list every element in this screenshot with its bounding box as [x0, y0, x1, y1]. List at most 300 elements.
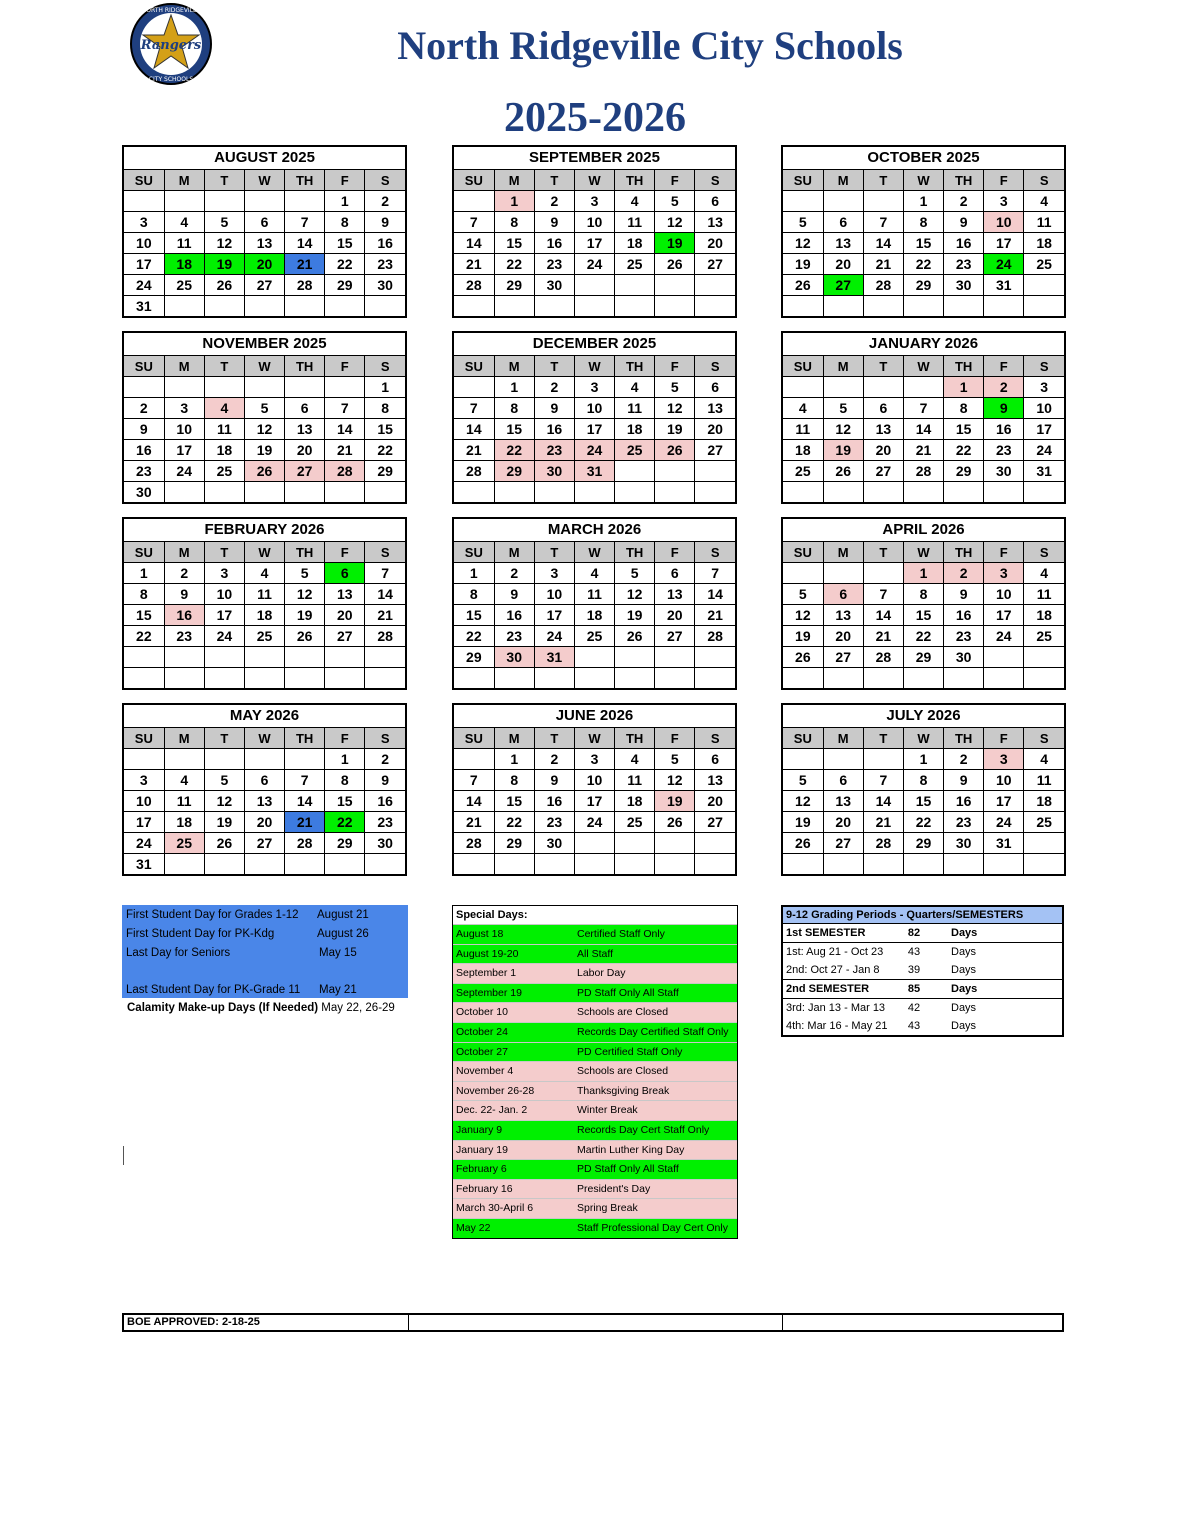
special-day-date: January 19: [456, 1143, 508, 1156]
weekday-header: TH: [615, 542, 655, 563]
day-cell: [204, 668, 244, 689]
special-day-date: November 26-28: [456, 1084, 535, 1097]
day-cell: 6: [244, 770, 284, 791]
grading-row: [783, 999, 1062, 1017]
day-cell: [164, 377, 204, 398]
weekday-header: F: [325, 170, 365, 191]
day-cell: 29: [325, 833, 365, 854]
day-cell: 13: [695, 398, 735, 419]
day-cell: [984, 647, 1024, 668]
grading-row: [783, 924, 1062, 943]
day-cell: 27: [823, 647, 863, 668]
weekday-header: TH: [615, 170, 655, 191]
day-cell: 8: [454, 584, 494, 605]
day-cell: 12: [204, 233, 244, 254]
weekday-header: W: [244, 170, 284, 191]
day-cell: 5: [615, 563, 655, 584]
day-cell: 1: [494, 377, 534, 398]
day-cell: 17: [984, 605, 1024, 626]
day-cell: [494, 854, 534, 875]
day-cell: 27: [863, 461, 903, 482]
special-day-row: [453, 1022, 737, 1042]
day-cell: 6: [695, 191, 735, 212]
month-name: JANUARY 2026: [783, 333, 1064, 356]
day-cell: 4: [783, 398, 823, 419]
day-cell: [944, 296, 984, 317]
day-cell: 29: [903, 275, 943, 296]
day-cell: [454, 668, 494, 689]
day-cell: 8: [124, 584, 164, 605]
grading-cell-c: Days: [951, 927, 978, 939]
day-cell: 21: [903, 440, 943, 461]
day-cell: 16: [365, 791, 405, 812]
day-cell: 14: [325, 419, 365, 440]
day-cell: 15: [903, 605, 943, 626]
special-day-date: September 19: [456, 986, 522, 999]
special-day-row: [453, 1081, 737, 1101]
day-cell: 2: [534, 377, 574, 398]
day-cell: 28: [285, 833, 325, 854]
weekday-header: SU: [783, 170, 823, 191]
day-cell: 16: [984, 419, 1024, 440]
day-cell: 7: [285, 212, 325, 233]
weekday-header: T: [204, 542, 244, 563]
day-cell: 19: [783, 812, 823, 833]
day-cell: 1: [124, 563, 164, 584]
weekday-header: W: [574, 356, 614, 377]
day-cell: 9: [494, 584, 534, 605]
day-cell: [695, 461, 735, 482]
day-cell: 9: [944, 212, 984, 233]
day-cell: 12: [783, 791, 823, 812]
day-cell: [244, 854, 284, 875]
special-day-desc: Schools are Closed: [577, 1065, 669, 1078]
weekday-header: F: [655, 356, 695, 377]
day-cell: 19: [285, 605, 325, 626]
day-cell: 14: [863, 605, 903, 626]
day-cell: 17: [124, 812, 164, 833]
weekday-header: S: [695, 542, 735, 563]
key-date-value: May 21: [319, 984, 357, 996]
day-cell: 10: [204, 584, 244, 605]
day-cell: 8: [944, 398, 984, 419]
month-name: FEBRUARY 2026: [124, 519, 405, 542]
key-date-value: August 21: [317, 909, 369, 921]
weekday-header: S: [695, 356, 735, 377]
weekday-header: SU: [124, 170, 164, 191]
day-cell: 29: [494, 275, 534, 296]
day-cell: 18: [783, 440, 823, 461]
special-day-desc: Staff Professional Day Cert Only: [577, 1221, 728, 1234]
day-cell: 21: [454, 440, 494, 461]
day-cell: [454, 377, 494, 398]
day-cell: 6: [695, 377, 735, 398]
day-cell: 21: [863, 626, 903, 647]
day-cell: [204, 377, 244, 398]
day-cell: [164, 749, 204, 770]
day-cell: 20: [695, 419, 735, 440]
day-cell: 25: [615, 812, 655, 833]
day-cell: 24: [574, 254, 614, 275]
special-day-row: [453, 1140, 737, 1160]
day-cell: 2: [944, 191, 984, 212]
day-cell: 14: [285, 233, 325, 254]
day-cell: 6: [823, 212, 863, 233]
day-cell: 20: [244, 254, 284, 275]
day-cell: 18: [244, 605, 284, 626]
month-calendar: [781, 145, 1066, 318]
day-cell: 1: [903, 563, 943, 584]
weekday-header: SU: [454, 356, 494, 377]
day-cell: 24: [124, 275, 164, 296]
day-cell: [454, 482, 494, 503]
day-cell: 4: [1024, 563, 1064, 584]
day-cell: [655, 275, 695, 296]
day-cell: 26: [823, 461, 863, 482]
day-cell: 25: [783, 461, 823, 482]
day-cell: 20: [695, 791, 735, 812]
day-cell: 23: [534, 812, 574, 833]
day-cell: [783, 191, 823, 212]
special-day-date: October 10: [456, 1006, 508, 1019]
day-cell: 26: [204, 275, 244, 296]
day-cell: 1: [365, 377, 405, 398]
day-cell: 8: [494, 398, 534, 419]
day-cell: [534, 668, 574, 689]
day-cell: 28: [454, 461, 494, 482]
day-cell: 7: [325, 398, 365, 419]
text-cursor: [123, 1146, 124, 1165]
day-cell: 4: [1024, 191, 1064, 212]
day-cell: [984, 482, 1024, 503]
day-cell: 24: [534, 626, 574, 647]
day-cell: 26: [655, 254, 695, 275]
special-day-desc: PD Certified Staff Only: [577, 1045, 683, 1058]
day-cell: 2: [124, 398, 164, 419]
day-cell: 13: [695, 212, 735, 233]
day-cell: 11: [574, 584, 614, 605]
day-cell: 3: [574, 749, 614, 770]
day-cell: 22: [494, 254, 534, 275]
special-day-row: [453, 944, 737, 964]
special-day-desc: PD Staff Only All Staff: [577, 1163, 679, 1176]
day-cell: 18: [1024, 791, 1064, 812]
day-cell: 4: [615, 191, 655, 212]
day-cell: 17: [124, 254, 164, 275]
key-date-value: May 15: [319, 947, 357, 959]
day-cell: 9: [365, 212, 405, 233]
weekday-header: M: [494, 356, 534, 377]
weekday-header: TH: [944, 356, 984, 377]
day-cell: 23: [534, 440, 574, 461]
day-cell: 11: [1024, 212, 1064, 233]
weekday-header: SU: [454, 728, 494, 749]
day-cell: 26: [285, 626, 325, 647]
day-cell: 25: [164, 275, 204, 296]
day-cell: [454, 191, 494, 212]
day-cell: 22: [494, 440, 534, 461]
weekday-header: S: [365, 542, 405, 563]
month-name: APRIL 2026: [783, 519, 1064, 542]
day-cell: 26: [244, 461, 284, 482]
day-cell: 15: [124, 605, 164, 626]
day-cell: 4: [615, 749, 655, 770]
day-cell: 20: [244, 812, 284, 833]
day-cell: [574, 647, 614, 668]
day-cell: 29: [454, 647, 494, 668]
day-cell: 13: [285, 419, 325, 440]
grading-cell-b: 82: [907, 927, 921, 939]
day-cell: [204, 647, 244, 668]
month-name: JULY 2026: [783, 705, 1064, 728]
day-cell: 13: [244, 791, 284, 812]
weekday-header: SU: [454, 170, 494, 191]
day-cell: 10: [124, 791, 164, 812]
day-cell: 23: [124, 461, 164, 482]
special-day-desc: Certified Staff Only: [577, 928, 665, 940]
day-cell: 3: [984, 563, 1024, 584]
weekday-header: T: [863, 170, 903, 191]
day-cell: 9: [164, 584, 204, 605]
day-cell: 24: [204, 626, 244, 647]
day-cell: [695, 668, 735, 689]
special-day-row: [453, 1218, 737, 1238]
special-day-date: February 6: [456, 1163, 507, 1176]
day-cell: 9: [944, 770, 984, 791]
weekday-header: SU: [124, 356, 164, 377]
day-cell: 22: [365, 440, 405, 461]
day-cell: [944, 854, 984, 875]
day-cell: 21: [863, 254, 903, 275]
day-cell: [655, 647, 695, 668]
day-cell: 19: [783, 626, 823, 647]
day-cell: 21: [863, 812, 903, 833]
day-cell: 30: [984, 461, 1024, 482]
special-day-desc: Martin Luther King Day: [577, 1143, 685, 1156]
day-cell: 27: [695, 440, 735, 461]
weekday-header: T: [534, 356, 574, 377]
day-cell: [454, 749, 494, 770]
day-cell: 30: [534, 275, 574, 296]
day-cell: [823, 749, 863, 770]
weekday-header: F: [984, 356, 1024, 377]
weekday-header: T: [204, 170, 244, 191]
weekday-header: M: [823, 542, 863, 563]
weekday-header: T: [534, 542, 574, 563]
day-cell: [124, 668, 164, 689]
month-calendar: [452, 703, 737, 876]
weekday-header: W: [574, 728, 614, 749]
month-calendar: [452, 145, 737, 318]
day-cell: 31: [124, 296, 164, 317]
day-cell: 13: [244, 233, 284, 254]
day-cell: 29: [944, 461, 984, 482]
day-cell: [944, 668, 984, 689]
day-cell: 25: [204, 461, 244, 482]
day-cell: 19: [244, 440, 284, 461]
day-cell: [695, 833, 735, 854]
day-cell: 27: [695, 254, 735, 275]
day-cell: 15: [365, 419, 405, 440]
day-cell: 22: [124, 626, 164, 647]
day-cell: 1: [903, 191, 943, 212]
day-cell: 20: [325, 605, 365, 626]
day-cell: 3: [1024, 377, 1064, 398]
grading-cell-c: Days: [951, 964, 977, 976]
day-cell: 23: [944, 812, 984, 833]
day-cell: 25: [615, 440, 655, 461]
day-cell: 5: [285, 563, 325, 584]
day-cell: 9: [124, 419, 164, 440]
day-cell: [1024, 668, 1064, 689]
day-cell: [574, 668, 614, 689]
day-cell: 18: [574, 605, 614, 626]
day-cell: 9: [534, 770, 574, 791]
day-cell: 5: [244, 398, 284, 419]
day-cell: [823, 296, 863, 317]
day-cell: 7: [863, 770, 903, 791]
day-cell: 28: [285, 275, 325, 296]
day-cell: [454, 296, 494, 317]
day-cell: [615, 296, 655, 317]
special-day-date: February 16: [456, 1182, 513, 1195]
day-cell: [863, 854, 903, 875]
special-day-date: October 24: [456, 1025, 508, 1038]
grading-row: [783, 979, 1062, 999]
day-cell: 14: [863, 233, 903, 254]
day-cell: 1: [494, 191, 534, 212]
special-day-desc: Labor Day: [577, 967, 626, 980]
day-cell: [534, 296, 574, 317]
day-cell: 3: [984, 749, 1024, 770]
grading-periods-table: [781, 905, 1064, 1037]
day-cell: 28: [454, 833, 494, 854]
day-cell: [365, 668, 405, 689]
day-cell: 7: [454, 212, 494, 233]
day-cell: 16: [944, 605, 984, 626]
day-cell: 30: [944, 833, 984, 854]
weekday-header: T: [534, 728, 574, 749]
special-day-desc: Records Day Certified Staff Only: [577, 1025, 729, 1038]
boe-divider: [782, 1315, 783, 1330]
logo-rangers-text: Rangers: [140, 38, 202, 53]
weekday-header: T: [863, 728, 903, 749]
day-cell: 27: [823, 275, 863, 296]
day-cell: [655, 833, 695, 854]
day-cell: 29: [494, 461, 534, 482]
weekday-header: W: [903, 542, 943, 563]
day-cell: 9: [944, 584, 984, 605]
day-cell: 6: [325, 563, 365, 584]
special-day-row: [453, 1002, 737, 1022]
weekday-header: S: [695, 170, 735, 191]
day-cell: 7: [695, 563, 735, 584]
day-cell: 23: [494, 626, 534, 647]
day-cell: [325, 854, 365, 875]
weekday-header: T: [863, 356, 903, 377]
day-cell: 13: [325, 584, 365, 605]
grading-cell-b: 39: [907, 964, 921, 976]
day-cell: 28: [863, 647, 903, 668]
special-day-desc: All Staff: [577, 947, 613, 960]
day-cell: 16: [494, 605, 534, 626]
day-cell: [1024, 647, 1064, 668]
day-cell: [903, 482, 943, 503]
day-cell: 15: [325, 233, 365, 254]
day-cell: 16: [534, 791, 574, 812]
day-cell: 4: [1024, 749, 1064, 770]
day-cell: 11: [204, 419, 244, 440]
special-day-row: [453, 1198, 737, 1218]
day-cell: [984, 296, 1024, 317]
day-cell: [695, 296, 735, 317]
special-day-row: [453, 1061, 737, 1081]
day-cell: 7: [863, 584, 903, 605]
day-cell: [783, 377, 823, 398]
weekday-header: S: [365, 170, 405, 191]
key-date-label: First Student Day for PK-Kdg: [126, 928, 275, 940]
day-cell: 5: [655, 749, 695, 770]
special-day-date: May 22: [456, 1221, 491, 1234]
day-cell: 10: [984, 584, 1024, 605]
day-cell: 7: [454, 770, 494, 791]
day-cell: 2: [164, 563, 204, 584]
grading-cell-c: Days: [951, 946, 977, 958]
weekday-header: M: [494, 728, 534, 749]
day-cell: 18: [615, 233, 655, 254]
special-day-desc: Winter Break: [577, 1104, 638, 1117]
day-cell: 30: [365, 275, 405, 296]
month-calendar: [122, 703, 407, 876]
day-cell: 5: [204, 212, 244, 233]
day-cell: 5: [783, 584, 823, 605]
day-cell: [863, 377, 903, 398]
day-cell: 27: [823, 833, 863, 854]
day-cell: 31: [534, 647, 574, 668]
weekday-header: SU: [783, 542, 823, 563]
day-cell: 18: [164, 254, 204, 275]
day-cell: 2: [984, 377, 1024, 398]
day-cell: 12: [615, 584, 655, 605]
day-cell: [164, 296, 204, 317]
day-cell: 9: [534, 398, 574, 419]
weekday-header: S: [365, 356, 405, 377]
day-cell: [494, 482, 534, 503]
day-cell: 30: [944, 275, 984, 296]
day-cell: [615, 482, 655, 503]
day-cell: 21: [325, 440, 365, 461]
day-cell: 16: [365, 233, 405, 254]
weekday-header: M: [164, 728, 204, 749]
day-cell: 19: [783, 254, 823, 275]
day-cell: 8: [325, 770, 365, 791]
day-cell: 6: [863, 398, 903, 419]
day-cell: 24: [984, 254, 1024, 275]
day-cell: 25: [615, 254, 655, 275]
grading-cell-a: 4th: Mar 16 - May 21: [786, 1020, 888, 1032]
grading-row: [783, 961, 1062, 979]
day-cell: 15: [903, 233, 943, 254]
special-day-row: [453, 983, 737, 1003]
key-date-label: Last Day for Seniors: [126, 947, 231, 959]
day-cell: [124, 377, 164, 398]
day-cell: 7: [365, 563, 405, 584]
day-cell: [655, 296, 695, 317]
day-cell: 17: [204, 605, 244, 626]
day-cell: 2: [534, 191, 574, 212]
day-cell: [285, 854, 325, 875]
day-cell: 17: [574, 791, 614, 812]
